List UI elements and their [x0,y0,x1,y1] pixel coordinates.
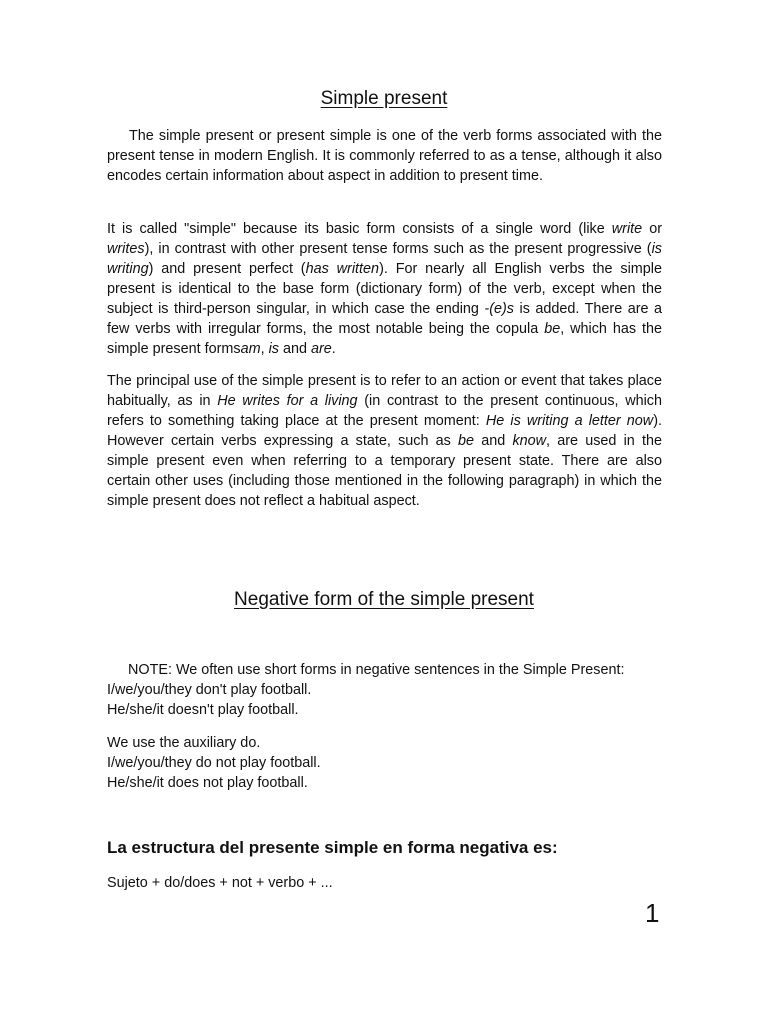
text-run: and [278,341,311,357]
paragraph-simple-form [107,219,662,359]
text-run: and [474,433,513,449]
italic-term: am [240,341,261,357]
text-run: . [331,341,336,357]
text-run: , are used in the simple present even when referring to a temporary present state. There are also certain other uses (including those mentioned in the following paragraph) in which the simple present does not reflect a habitual aspect. [107,433,662,509]
section-title-negative-form: Negative form of the simple present [234,589,534,610]
example-line: He/she/it does not play football. [107,775,308,791]
text-run: is added. There are a few verbs with irregular forms, the most notable being the copula [107,301,662,337]
paragraph-definition [107,126,662,186]
italic-term: is [268,341,279,357]
text-run: ) and present perfect ( [148,261,306,277]
text-run: The simple present or present simple is one of the verb forms associated with the present tense in modern English. It is commonly referred to as a tense, although it also encodes certain information about aspect in addition to present time. [107,128,662,184]
text-run: ). For nearly all English verbs the simple present is identical to the base form (dictionary form) of the verb, except when the subject is third-person singular, in which case the ending [107,261,662,317]
auxiliary-block [107,733,687,793]
paragraph-principal-use [107,371,662,511]
text-run: ). However certain verbs expressing a state, such as [107,413,662,449]
text-run: ), in contrast with other present tense forms such as the present progressive ( [144,241,652,257]
paragraph-text [107,371,662,511]
italic-term: be [458,433,475,449]
note-block [107,660,687,720]
section-title-simple-present: Simple present [320,88,448,109]
text-run: or [642,221,662,237]
text-run: The principal use of the simple present is to refer to an action or event that takes place habitually, as in [107,373,662,409]
example-line: He/she/it doesn't play football. [107,702,299,718]
italic-term: is writing [107,241,662,277]
italic-term: -(e)s [484,301,514,317]
italic-term: He is writing a letter now [485,413,654,429]
note-line: NOTE: We often use short forms in negative sentences in the Simple Present: [128,662,625,678]
italic-term: be [544,321,561,337]
italic-term: writes [107,241,145,257]
text-run: , which has the simple present forms [107,321,663,357]
text-run: , [260,341,269,357]
paragraph-text [107,219,662,359]
italic-term: has written [305,261,380,277]
example-line: I/we/you/they don't play football. [107,682,312,698]
aux-note-line: We use the auxiliary do. [107,735,261,751]
italic-term: He writes for a living [217,393,358,409]
example-line: I/we/you/they do not play football. [107,755,321,771]
italic-term: write [611,221,643,237]
text-run: (in contrast to the present continuous, which refers to something taking place at the present moment: [107,393,662,429]
structure-formula: Sujeto + do/does + not + verbo + ... [107,875,333,891]
paragraph-text [107,126,662,186]
page-number: 1 [645,898,660,928]
text-run: It is called "simple" because its basic form consists of a single word (like [107,221,612,237]
italic-term: know [512,433,547,449]
italic-term: are [310,341,332,357]
spanish-structure-heading: La estructura del presente simple en forma negativa es: [107,838,558,857]
